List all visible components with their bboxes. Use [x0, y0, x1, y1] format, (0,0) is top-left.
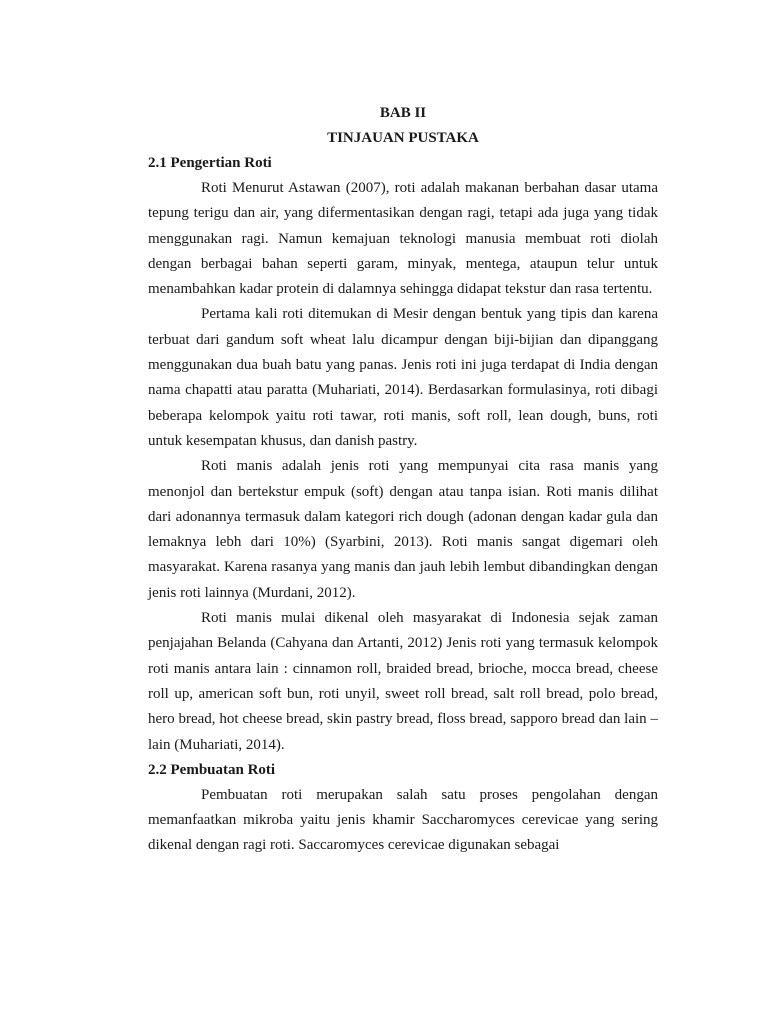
paragraph: Pembuatan roti merupakan salah satu proses pengolahan dengan memanfaatkan mikroba yaitu jenis khamir Saccharomyces cerevicae yang sering dikenal dengan ragi roti. Saccaromyces cerevicae digunakan sebagai	[148, 786, 658, 854]
document-body	[148, 101, 658, 859]
paragraph: Roti Menurut Astawan (2007), roti adalah makanan berbahan dasar utama tepung terigu dan air, yang difermentasikan dengan ragi, tetapi ada juga yang tidak menggunakan ragi. Namun kemajuan teknologi manusia membuat roti diolah dengan berbagai bahan seperti garam, minyak, mentega, ataupun telur untuk menambahkan kadar protein di dalamnya sehingga didapat tekstur dan rasa tertentu.	[148, 180, 658, 298]
paragraph: Pertama kali roti ditemukan di Mesir dengan bentuk yang tipis dan karena terbuat dari gandum soft wheat lalu dicampur dengan biji-bijian dan dipanggang menggunakan dua buah batu yang panas. Jenis roti ini juga terdapat di India dengan nama chapatti atau paratta (Muhariati, 2014). Berdasarkan formulasinya, roti dibagi beberapa kelompok yaitu roti tawar, roti manis, soft roll, lean dough, buns, roti untuk kesempatan khusus, dan danish pastry.	[148, 306, 658, 449]
section-heading-2-2: 2.2 Pembuatan Roti	[148, 761, 276, 778]
chapter-title: TINJAUAN PUSTAKA	[327, 130, 479, 146]
paragraph: Roti manis mulai dikenal oleh masyarakat di Indonesia sejak zaman penjajahan Belanda (Cahyana dan Artanti, 2012) Jenis roti yang termasuk kelompok roti manis antara lain : cinnamon roll, braided bread, brioche, mocca bread, cheese roll up, american soft bun, roti unyil, sweet roll bread, salt roll bread, polo bread, hero bread, hot cheese bread, skin pastry bread, floss bread, sapporo bread dan lain – lain (Muhariati, 2014).	[148, 610, 658, 753]
section-heading-2-1: 2.1 Pengertian Roti	[148, 155, 272, 171]
paragraph: Roti manis adalah jenis roti yang mempunyai cita rasa manis yang menonjol dan bertekstur empuk (soft) dengan atau tanpa isian. Roti manis dilihat dari adonannya termasuk dalam kategori rich dough (adonan dengan kadar gula dan lemaknya lebh dari 10%) (Syarbini, 2013). Roti manis sangat digemari oleh masyarakat. Karena rasanya yang manis dan jauh lebih lembut dibandingkan dengan jenis roti lainnya (Murdani, 2012).	[148, 458, 658, 601]
chapter-label: BAB II	[379, 105, 427, 121]
